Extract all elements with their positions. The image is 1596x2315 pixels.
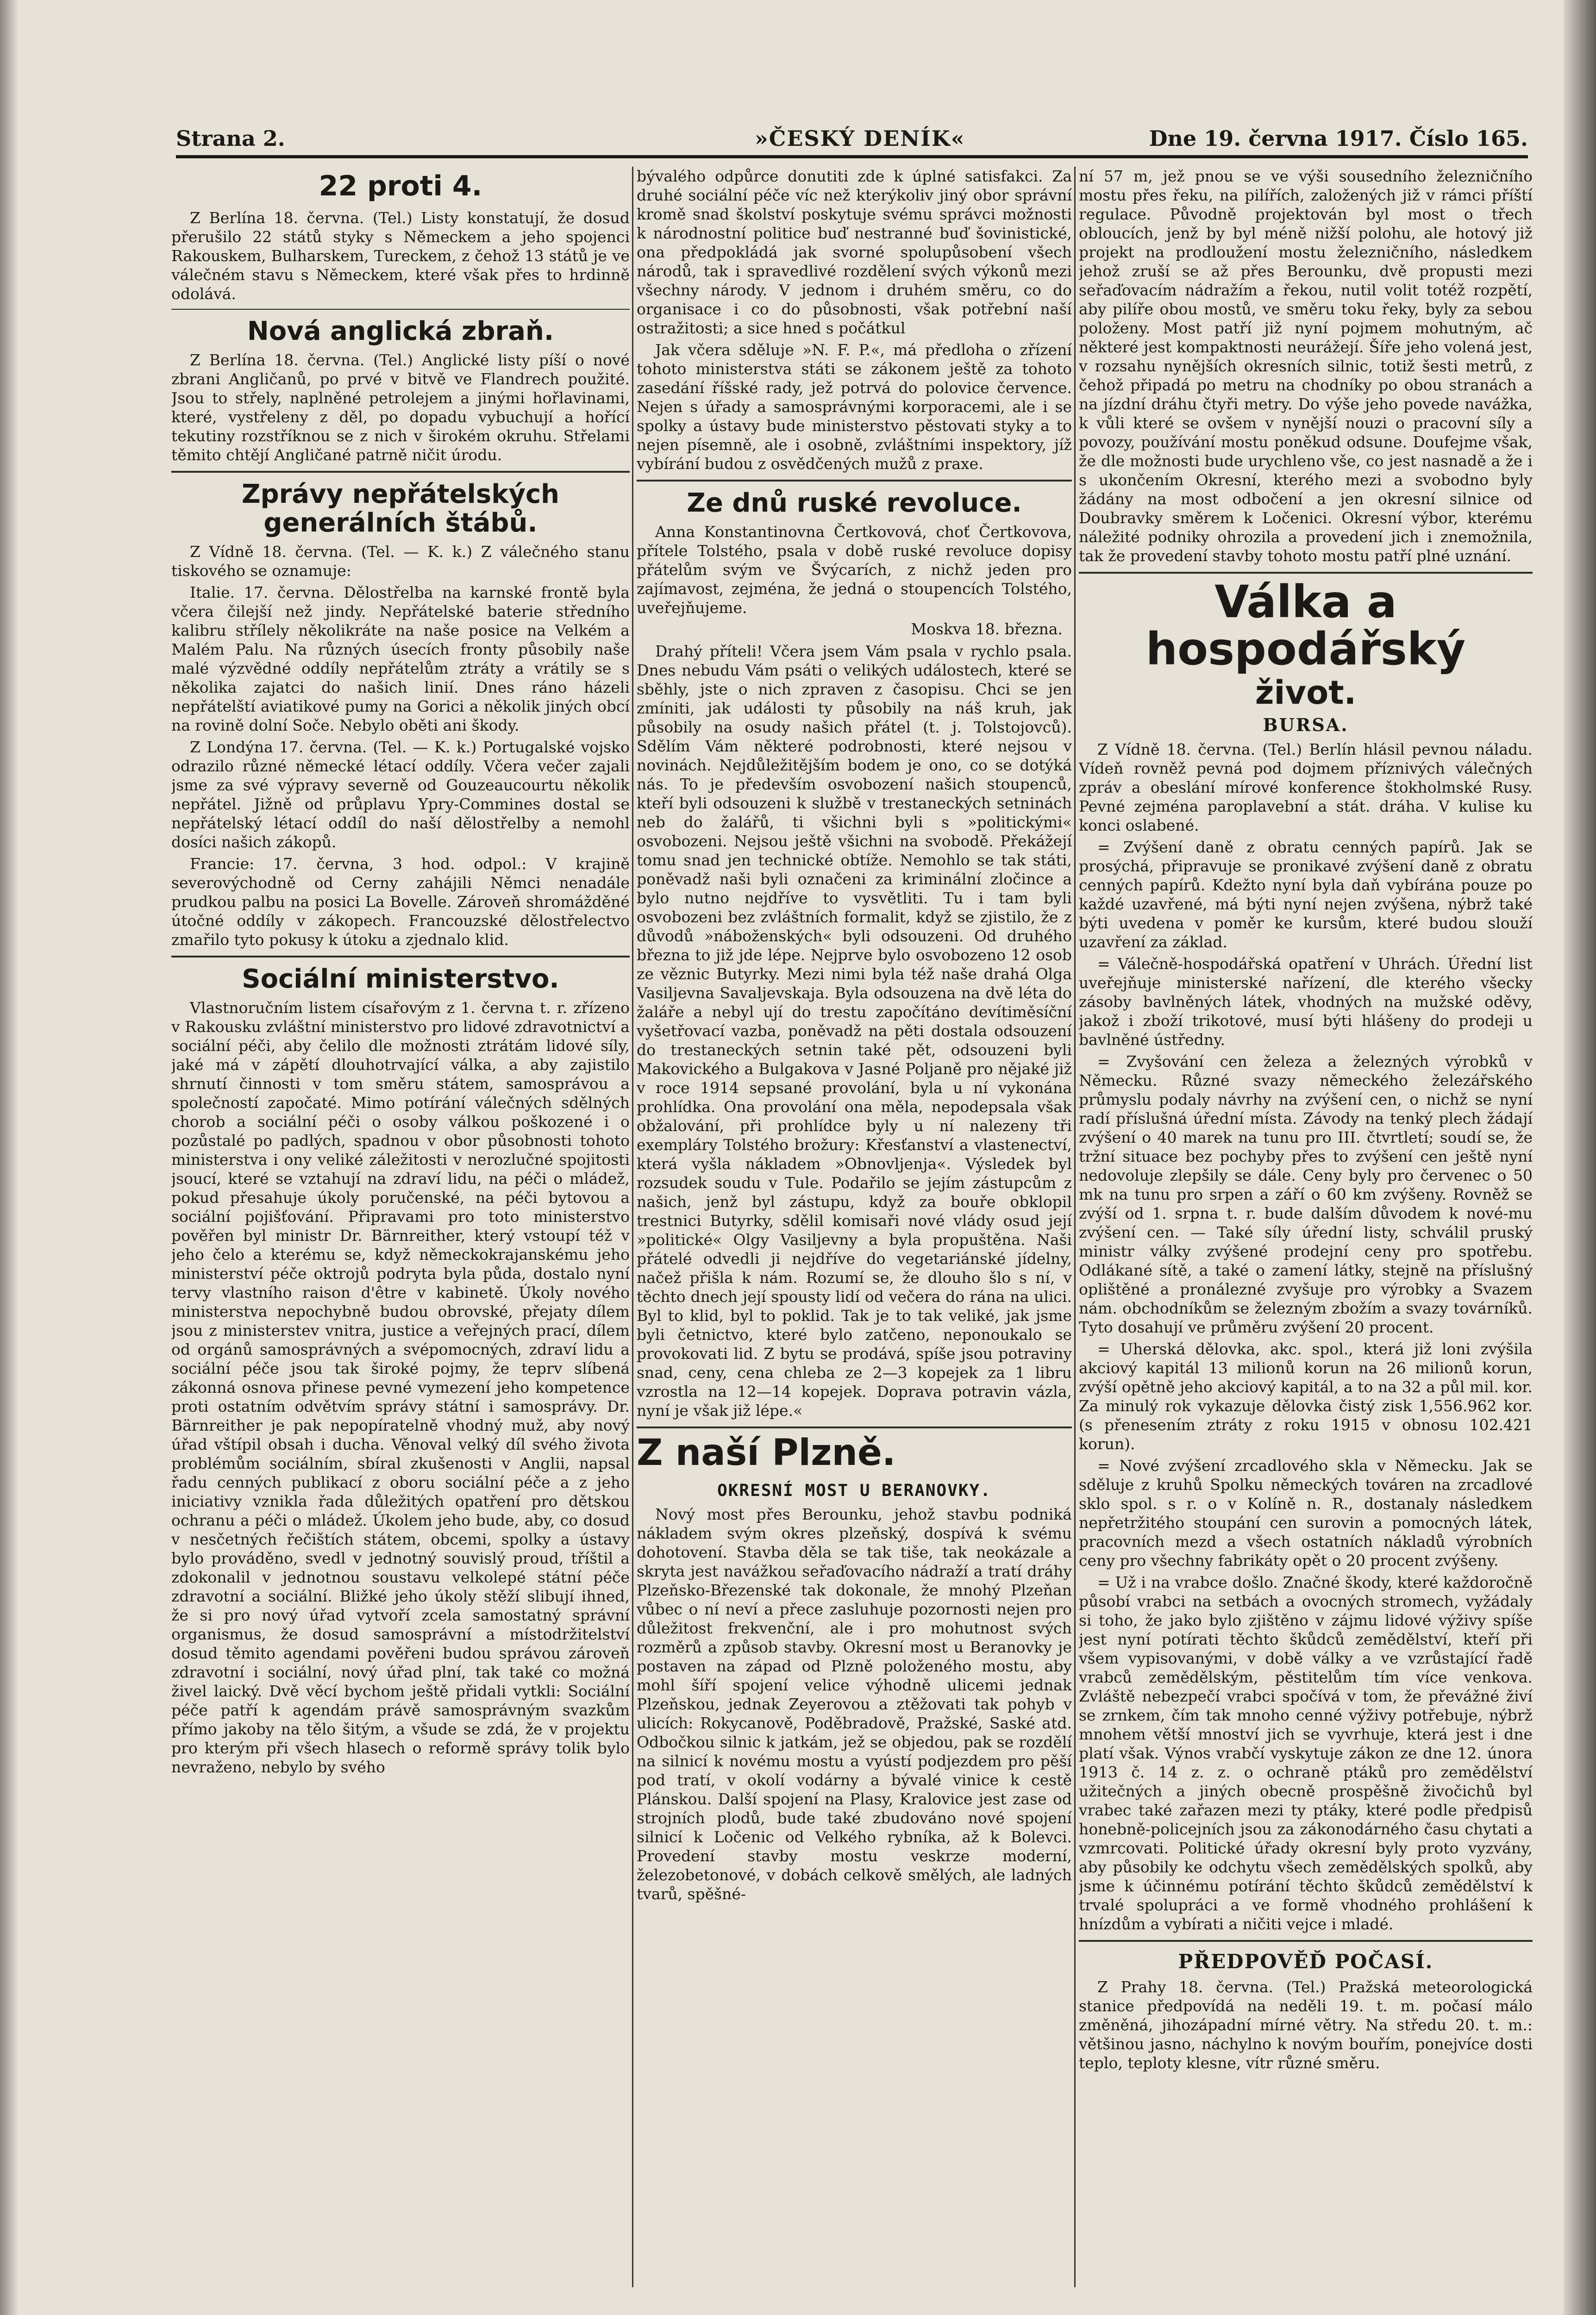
column-divider (1074, 167, 1076, 2287)
article-text: Jak včera sděluje »N. F. P.«, má předloha o zřízení tohoto ministerstva státi se zákonem ještě za tohoto zasedání říšské rady, jež potrvá do polovice července. Nejen s úřady a samosprávnými korporacemi, ale i se spolky a ústavy bude ministerstvo pěstovati styky a to nejen písemně, ale i osobně, zvláštními inspektory, jíž vybírání budou z osvědčených mužů z praxe. (637, 341, 1072, 473)
article-separator (171, 309, 630, 310)
letter-dateline: Moskva 18. března. (911, 620, 1063, 638)
article-separator (1079, 572, 1533, 574)
column-3 (1079, 167, 1533, 2306)
article-text: bývalého odpůrce donutiti zde k úplné satisfakci. Za druhé sociální péče víc než kterýkoliv jiný obor správní kromě snad školství poskytuje svému správci možnosti k národnostní politice buď nestranné buď šovinistické, ona předpokládá jak svorné spolupůsobení všech národů, tak i spravedlivé rozdělení svých výkonů mezi všechny národy. V jednom i druhém směru, co do organisace i co do působnosti, však potřební naší ostražitosti; a sice hned s počátkul (637, 167, 1072, 337)
section-title-line2: život. (1255, 674, 1357, 712)
article-separator (171, 956, 630, 957)
article-separator (637, 480, 1072, 482)
newspaper-title: »ČESKÝ DENÍK« (755, 126, 965, 151)
scan-edge-left (0, 0, 19, 2315)
article-text: Drahý příteli! Včera jsem Vám psala v rychlo psala. Dnes nebudu Vám psáti o velikých událostech, které se sběhly, jste o nich zpraven z časopisu. Chci se jen zmíniti, jak události ty působily na náš kruh, jak působily na osudy našich přátel (t. j. Tolstojovců). Sdělím Vám některé podrobnosti, které nejsou v novinách. Nejdůležitějším bodem je ono, co se dotýká nás. To je především osvobození našich stoupenců, kteří byli odsouzeni k službě v trestaneckých setninách neb do žalářů, ti všichni byli s »politickými« osvobozeni. Nejsou ještě všichni na svobodě. Překážejí tomu snad jen technické obtíže. Nemohlo se tak státi, poněvadž naši byli označeni za kriminální zločince a bylo nutno nejdříve to vysvětliti. Tu i tam byli osvobozeni bez zvláštních formalit, když se zjistilo, že z důvodů »náboženských« byli odsouzeni. Od druhého března to již jde lépe. Nejprve bylo osvobozeno 12 osob ze věznic Butyrky. Mezi nimi byla též naše drahá Olga Vasiljevna Savaljevskaja. Byla odsouzena na dvě léta do žaláře a nebyl ují do trestu započítáno devítiměsíční vyšetřovací vazba, poněvadž na pěti dostala odsouzení do trestaneckých setnin také pět, odsouzeni byli Makovického a Bulgakova v Jasné Poljaně pro nějaké již v roce 1914 sepsané provolání, byla u ní vykonána prohlídka. Ona provolání ona měla, nepodepsala však obžalování, při prohlídce byly u ní nalezeny tři exempláry Tolstého brožury: Křesťanství a vlastenectví, která vyšla nákladem »Obnovljenja«. Výsledek byl rozsudek soudu v Tule. Podařilo se jejím zástupcům z našich, jenž byl zástupu, když za bouře obklopil trestnici Butyrky, sdělil komisaři nové vlády osud její »politické« Olgy Vasiljevny a byla propuštěna. Naši přátelé odvedli ji nejdříve do vegetariánské jídelny, načež přišla k nám. Rozumí se, že dlouho šlo s ní, v těchto dnech její spousty lidí od večera do rána na ulici. Byl to klid, byl to poklid. Tak je to tak veliké, jak jsme byli četnictvo, které bylo zatčeno, neponoukalo se provokovati lid. Z bytu se prodává, spíše jsou potraviny snad, ceny, cena chleba ze 2—3 kopejek za 1 libru vzrostla na 12—14 kopejek. Doprava potravin vázla, nyní je však již lépe.« (637, 642, 1072, 1420)
article-text: ní 57 m, jež pnou se ve výši sousedního železničního mostu přes řeku, na pilířích, založených již v rámci příští regulace. Původně projektován byl most o třech obloucích, jenž by byl méně nižší polohu, ale hotový již projekt na prodloužení mostu železničního, následkem jehož zruší se až přes Berounku, dvě propusti mezi seřaďovacím nádražím a řekou, nutil volit totéž rozpětí, aby pilíře obou mostů, ve směru toku řeky, byly za sebou položeny. Most patří již nyní pojmem mohutným, ač některé jest kompaktnosti neurážejí. Šíře jeho volená jest, v rozsahu nynějších okresních silnic, totiž šesti metrů, z čehož připadá po metru na chodníky po obou stranách a na jízdní dráhu čtyři metry. Do výše jeho povede navážka, k vůli které se ovšem v nynější nouzi o pracovní síly a povozy, používání mostu poněkud odsune. Doufejme však, že dle možnosti bude urychleno vše, co jest nasnadě a že i s ukončením Okresní, kterého mezi a svobodno byly žádány na most odbočení a jen okresní silnice od Doubravky směrem k Ločenici. Okresní výbor, kterému náležité podniky ohrozila a provedení jich i znemožnila, tak že provedení stavby tohoto mostu patří plné uznání. (1079, 167, 1533, 565)
article-subtitle: OKRESNÍ MOST U BERANOVKY. (717, 1481, 991, 1500)
article-title: Nová anglická zbraň. (247, 316, 554, 346)
article-text: Z Berlína 18. června. (Tel.) Listy konstatují, že dosud přerušilo 22 států styky s Německem a jeho spojenci Rakouskem, Bulharskem, Tureckem, z čehož 13 států je ve válečném stavu s Německem, které však přes to hrdinně odolává. (171, 209, 630, 303)
article-text: Z Prahy 18. června. (Tel.) Pražská meteorologická stanice předpovídá na neděli 19. t. m. počasí málo změněná, jihozápadní mírné větry. Na středu 20. t. m.: většinou jasno, náchylno k novým bouřím, ponejvíce dosti teplo, teploty klesne, vítr různé směru. (1079, 1978, 1533, 2072)
header-rule (176, 155, 1528, 158)
article-text: Z Berlína 18. června. (Tel.) Anglické listy píší o nové zbrani Angličanů, po prvé v bitvě ve Flandrech použité. Jsou to střely, naplněné petrolejem a jinými hořlavinami, které, vystřeleny z děl, po dopadu vybuchují a hořící tekutiny rozstříknou se z nich v širokém okruhu. Střelami těmito chtějí Angličané patrně ničit úrodu. (171, 351, 630, 464)
page-header (176, 121, 1528, 154)
column-2 (637, 167, 1072, 2306)
article-text: Vlastnoručním listem císařovým z 1. června t. r. zřízeno v Rakousku zvláštní ministerstvo pro lidové zdravotnictví a sociální péči, aby čelilo dle možnosti ztrátám lidové síly, jaké má v zápětí dlouhotrvající válka, a aby zajistilo shrnutí činnosti v tom směru státem, samosprávou a společností započaté. Mimo potírání válečných sdělných chorob a sociální péči o osoby válkou poškozené i o pozůstalé po padlých, spadnou v obor působnosti tohoto ministerstva i ony veliké záležitosti v nerozlučné spojitosti jsoucí, které se vztahují na zdraví lidu, na péči o mládež, pokud přesahuje úkoly poručenské, na péči bytovou a sociální pojišťování. Připravami pro toto ministerstvo pověřen byl ministr Dr. Bärnreither, který vstoupí též v jeho čelo a kterému se, když německokrajanskému jeho ministerství péče oktrojů podryta byla půda, dostalo nyní tervy vlastního raison d'être v kabinetě. Úkoly nového ministerstva nepochybně budou obrovské, přejaty dílem jsou z ministerstev vnitra, justice a veřejných prací, dílem od orgánů samosprávných a svépomocných, zdraví lidu a sociální péče jsou tak široké pojmy, že teprv slíbená zákonná osnova přinese pevné vymezení jeho kompetence proti ostatním odvětvím správy státní i samosprávy. Dr. Bärnreither je pak nepopíratelně vhodný muž, aby nový úřad vštípil obsah i ducha. Věnoval velký díl svého života problémům sociálním, sbíral zkušenosti v Anglii, napsal řadu cenných publikací z oboru sociální péče a z jeho iniciativy vznikla řada důležitých opatření pro dětskou ochranu a péči o mládež. Úkolem jeho bude, aby, co dosud v nesčetných řečištích státem, obcemi, spolky a ústavy bylo prováděno, svedl v jednotný souvislý proud, tříštil a zdokonalil v jednotnou soustavu velkolepé státní péče zdravotní a sociální. Bližké jeho úkoly stěží slibují ihned, že si pro nový úřad vytvoří zcela samostatný správní organismus, že dosud samosprávní a místodržitelství dosud těmito agendami pověřeni budou správou zároveň zdravotní i sociální, nový úřad plní, tak také co možná živel laický. Dvě věcí bychom ještě přidali vytkli: Sociální péče patří k agendám právě samosprávným svazkům přímo jakoby na tělo šitým, a všude se zdá, že v projektu pro kterým při všech hlasech o reformě správy tolik bylo nevraženo, nebylo by svého (171, 999, 630, 1776)
article-title: 22 proti 4. (319, 170, 482, 202)
section-title: Z naší Plzně. (637, 1432, 896, 1474)
article-text: = Nové zvýšení zrcadlového skla v Německu. Jak se sděluje z kruhů Spolku německých továren na zrcadlové sklo spol. s r. o v Kolíně n. R., dostanaly následkem nepřetržitého stoupání cen surovin a pomocných látek, pracovních mezd a všech ostatních nákladů výrobních ceny pro všechny fabrikáty opět o 20 procent zvýšeny. (1079, 1457, 1533, 1570)
column-1 (171, 167, 630, 2306)
article-text: = Už i na vrabce došlo. Značné škody, které každoročně působí vrabci na setbách a ovocných stromech, vyžádaly si toho, že jako bylo zjištěno v zájmu lidové výživy spíše jest nyní potírati těchto škůdců zemědělství, kteří při všem vypisovanými, v době války a ve vzrůstající řadě vrabců zemědělským, pěstitelům tím více venkova. Zvláště nebezpečí vrabci spočívá v tom, že převážné živí se zrnkem, čím tak mnoho cenné výživy potřebuje, nýbrž mnohem větší mnoství jich se vyvrhuje, která jest i dne platí však. Výnos vrabčí vyskytuje zákon ze dne 12. února 1913 č. 14 z. z. o ochraně ptáků pro zemědělství užitečných a jiných obecně prospěšně živočichů byl vrabec také zařazen mezi ty ptáky, které podle předpisů honebně-policejních jsou za zákonodárného času chytati a vzmrcovati. Politické úřady okresní byly proto vyzvány, aby působily ke odchytu všech zemědělských spolků, aby jsme k účinnému potírání těchto škůdců zemědělství k trvalé spolupráci a ve formě vhodného prohlášení k hnízdům a vybírati a ničiti vejce i mladé. (1079, 1573, 1533, 1933)
article-text: = Zvyšování cen železa a železných výrobků v Německu. Různé svazy německého železářského průmyslu podaly návrhy na zvýšení cen, o nichž se nyní radí příslušná úřední místa. Závody na tenký plech žádají zvýšení o 40 marek na tunu pro III. čtvrtletí; soudí se, že tržní situace bez pochyby přes to zvýšení cen ještě nyní nedovoluje zlepšily se dále. Ceny byly pro červenec o 50 mk na tunu pro srpen a září o 60 km zvýšeny. Rovněž se zvýší od 1. srpna t. r. bude dalším důvodem k nové-mu zvýšení cen. — Také síly úřední listy, schválil pruský ministr války zvýšené prodejní ceny pro spotřebu. Odlákané sítě, a také o zamení látky, stejně na příslušný oplištěné a pronálezné zvyšuje pro výrobky a Svazem nám. obchodníkům se železným zbožím a svazy továrníků. Tyto dosahují ve průměru zvýšení 20 procent. (1079, 1052, 1533, 1336)
article-title: Sociální ministerstvo. (242, 964, 559, 994)
article-title: Ze dnů ruské revoluce. (687, 488, 1022, 518)
article-separator (637, 1427, 1072, 1428)
article-text: Nový most přes Berounku, jehož stavbu podniká nákladem svým okres plzeňský, dospívá k svému dohotovení. Stavba děla se tak tiše, tak neokázale a skryta jest navážkou seřaďovacího nádraží a tratí dráhy Plzeňsko-Březenské tak dokonale, že mnohý Plzeňan vůbec o ní neví a přece zasluhuje pozornosti nejen pro důležitost frekvenční, ale i pro mohutnost svých rozměrů a způsob stavby. Okresní most u Beranovky je postaven na západ od Plzně položeného mostu, aby mohl šíří spojení velice výhodně ulicemi jednak Plzeňskou, jednak Zeyerovou a ztěžovati tak pohyb v ulicích: Rokycanově, Poděbradově, Pražské, Saské atd. Odbočkou silnic k jatkám, jež se objedou, pak se rozdělí na silnicí k novému mostu a vyústí podjezdem pro pěší pod tratí, v okolí vodárny a bývalé vinice k cestě Plánskou. Další spojení na Plasy, Kralovice jest zase od strojních plodů, bude také zbudováno nové spojení silnicí k Ločenic od Velkého rybníka, až k Bolevci. Provedení stavby mostu veskrze moderní, železobetonové, v dobách celkově smělých, ale ladných tvarů, spěšné- (637, 1505, 1072, 1903)
article-separator (171, 471, 630, 473)
article-text: Anna Konstantinovna Čertkovová, choť Čertkovova, přítele Tolstého, psala v době ruské revoluce dopisy přátelům svým ve Švýcarích, z nichž jeden pro zajímavost, zejména, že jedná o stoupencích Tolstého, uveřejňujeme. (637, 523, 1072, 617)
scan-edge-right (1564, 0, 1596, 2315)
article-text: Francie: 17. června, 3 hod. odpol.: V krajině severovýchodně od Cerny zahájili Němci nenadále prudkou palbu na posici La Bovelle. Zároveň shromážděné útočné oddíly v zákopech. Francouzské dělostřelectvo zmařilo tyto pokusy k útoku a zjednalo klid. (171, 855, 630, 949)
issue-date: Dne 19. června 1917. Číslo 165. (1149, 126, 1528, 151)
article-text: = Uherská dělovka, akc. spol., která již loni zvýšila akciový kapitál 13 milionů korun na 26 milionů korun, zvýší opětně jeho akciový kapitál, a to na 32 a půl mil. kor. Za minulý rok vykazuje dělovka čistý zisk 1,556.962 kor. (s přenesením ztráty z roku 1915 v obnosu 102.421 korun). (1079, 1340, 1533, 1453)
page-number: Strana 2. (176, 126, 285, 151)
article-text: Z Vídně 18. června. (Tel.) Berlín hlásil pevnou náladu. Vídeň rovněž pevná pod dojmem příznivých válečných zpráv a obeslání mírové konference štokholmské Rusy. Pevné zejména paroplavební a stát. dráha. V kulise ku konci oslabené. (1079, 740, 1533, 834)
article-separator (1079, 1940, 1533, 1942)
article-text: Z Londýna 17. června. (Tel. — K. k.) Portugalské vojsko odrazilo různé německé létací oddíly. Včera večer zajali jsme za své výpravy severně od Gouzeaucourtu několik nepřátel. Jižně od průplavu Ypry-Commines dostal se nepřátelský létací oddíl do naší dělostřelby a nemohl dosíci našich zákopů. (171, 738, 630, 851)
column-divider (632, 167, 633, 2287)
article-text: Z Vídně 18. června. (Tel. — K. k.) Z válečného stanu tiskového se oznamuje: (171, 543, 630, 580)
article-title: PŘEDPOVĚĎ POČASÍ. (1178, 1950, 1433, 1973)
article-text: = Válečně-hospodářská opatření v Uhrách. Úřední list uveřejňuje ministerské nařízení, dle kterého všecky zásoby bavlněných látek, vhodných na mužské oděvy, jakož i zboží trikotové, musí býti hlášeny do prodeji u bavlněné ústředny. (1079, 955, 1533, 1049)
article-text: Italie. 17. června. Dělostřelba na karnské frontě byla včera čilejší než jindy. Nepřátelské baterie středního kalibru střílely několikráte na naše posice na Velkém a Malém Palu. Na různých úsecích fronty působily naše malé výzvědné oddíly nepřátelům ztráty a vrátily se s několika zajatci do našich linií. Dnes ráno házeli nepřátelští aviatikové pumy na Gorici a několik jiných obcí na rovině dolní Soče. Nebylo oběti ani škody. (171, 583, 630, 734)
article-text: = Zvýšení daně z obratu cenných papírů. Jak se prosýchá, připravuje se pronikavé zvýšení daně z obratu cenných papírů. Kdežto nyní byla daň vybírána pouze po každé uzavřené, má býti nyní nejen zvýšena, nýbrž také býti uvedena v poměr ke kursům, které budou slouží uzavření za základ. (1079, 838, 1533, 951)
section-title: Válka a hospodářský (1145, 576, 1466, 675)
article-subtitle: BURSA. (1263, 714, 1349, 735)
article-title: Zprávy nepřátelských generálních štábů. (241, 479, 560, 538)
